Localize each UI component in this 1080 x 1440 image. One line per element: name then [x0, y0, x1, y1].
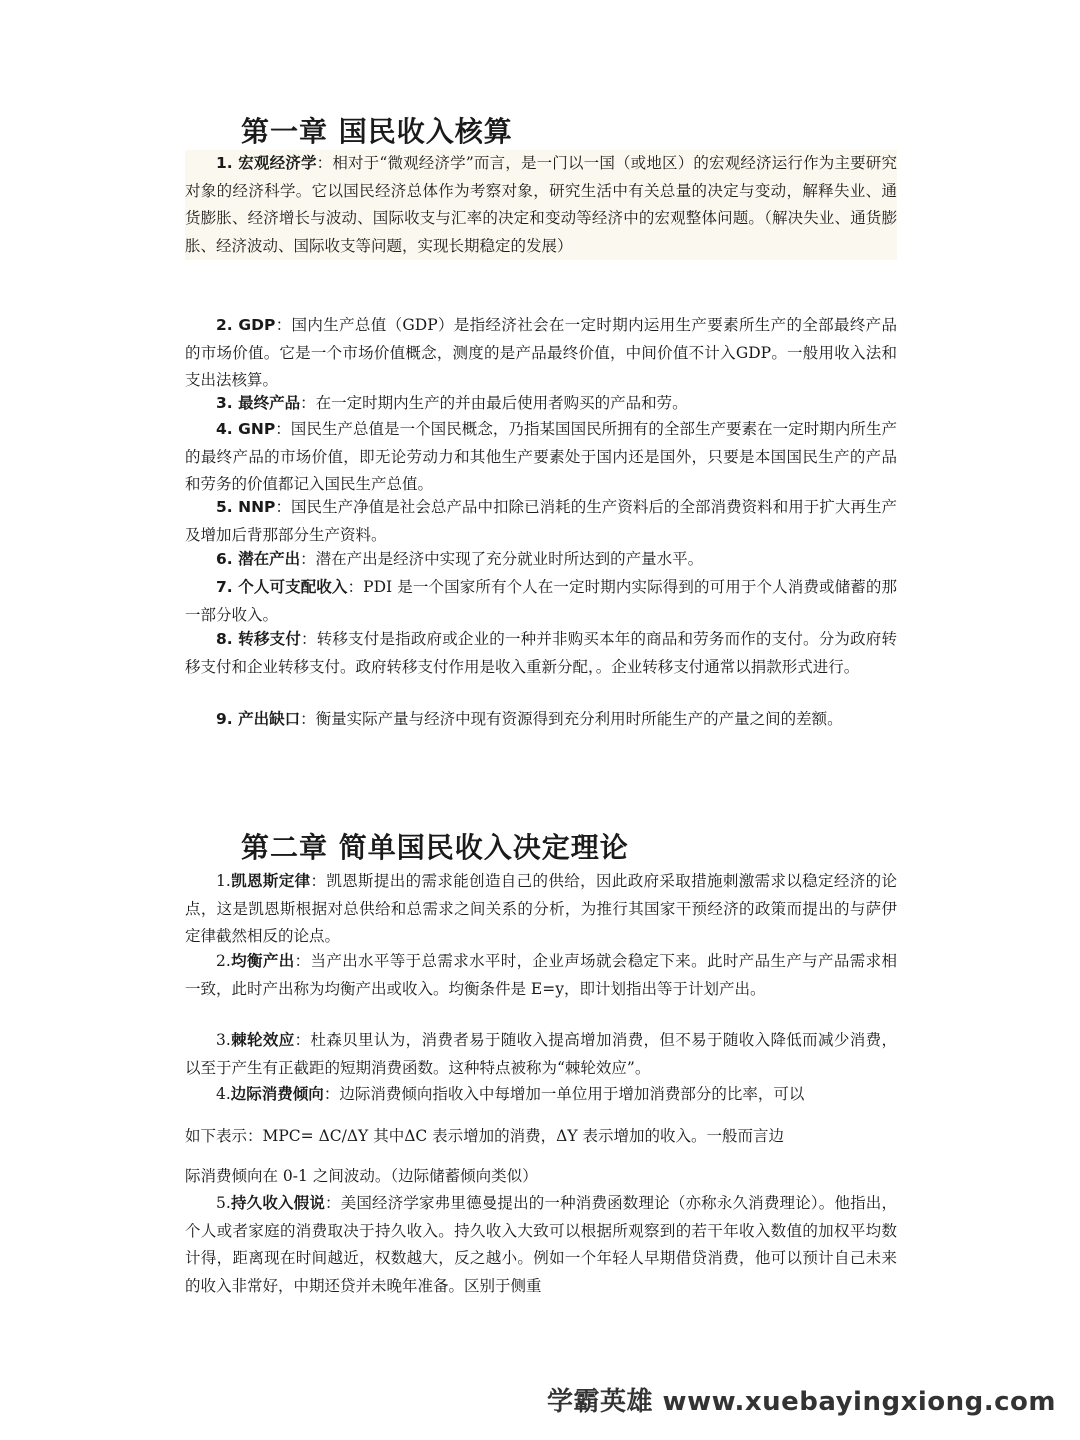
- item-term: 3. 最终产品: [216, 394, 301, 412]
- definition-item: 4.边际消费倾向：边际消费倾向指收入中每增加一单位用于增加消费部分的比率，可以: [216, 1085, 805, 1103]
- definition-item: 2. GDP：国内生产总值（GDP）是指经济社会在一定时期内运用生产要素所生产的全部最终产品的市场价值。它是一个市场价值概念，测度的是产品最终价值，中间价值不计入GDP。一般用收入法和支出法核算。: [185, 316, 897, 389]
- definition-item: 3. 最终产品：在一定时期内生产的并由最后使用者购买的产品和劳。: [216, 394, 688, 412]
- item-term: 8. 转移支付: [216, 630, 302, 648]
- definition-item: 8. 转移支付：转移支付是指政府或企业的一种并非购买本年的商品和劳务而作的支付。分为政府转移支付和企业转移支付。政府转移支付作用是收入重新分配，。企业转移支付通常以捐款形式进行。: [185, 630, 897, 676]
- definition-item: 5. NNP：国民生产净值是社会总产品中扣除已消耗的生产资料后的全部消费资料和用于扩大再生产及增加后背那部分生产资料。: [185, 498, 897, 544]
- item-term: 6. 潜在产出: [216, 550, 301, 568]
- definition-item: 1. 宏观经济学：相对于“微观经济学”而言，是一门以一国（或地区）的宏观经济运行作为主要研究对象的经济科学。它以国民经济总体作为考察对象，研究生活中有关总量的决定与变动，解释失业、通货膨胀、经济增长与波动、国际收支与汇率的决定和变动等经济中的宏观整体问题。（解决失业、通货膨胀、经济波动、国际收支等问题，实现长期稳定的发展）: [185, 150, 897, 260]
- definition-item: 9. 产出缺口：衡量实际产量与经济中现有资源得到充分利用时所能生产的产量之间的差额。: [216, 710, 843, 728]
- item-term: 5. NNP: [216, 498, 276, 516]
- item-term: 均衡产出: [230, 952, 295, 970]
- site-watermark: 学霸英雄 www.xuebayingxiong.com: [547, 1387, 1056, 1417]
- mpc-formula-line: 如下表示：MPC= ΔC/ΔY 其中ΔC 表示增加的消费，ΔY 表示增加的收入。一般而言边: [185, 1127, 785, 1145]
- definition-item: 5.持久收入假说：美国经济学家弗里德曼提出的一种消费函数理论（亦称永久消费理论）。他指出，个人或者家庭的消费取决于持久收入。持久收入大致可以根据所观察到的若干年收入数值的加权平均数计得，距离现在时间越近，权数越大，反之越小。例如一个年轻人早期借贷消费，他可以预计自己未来的收入非常好，中期还贷并未晚年准备。区别于侧重: [185, 1194, 897, 1295]
- item-term: 2. GDP: [216, 316, 276, 334]
- item-term: 9. 产出缺口: [216, 710, 301, 728]
- definition-item: 3.棘轮效应：杜森贝里认为，消费者易于随收入提高增加消费，但不易于随收入降低而减少消费，以至于产生有正截距的短期消费函数。这种特点被称为“棘轮效应”。: [185, 1031, 897, 1077]
- chapter-2-title: 第二章 简单国民收入决定理论: [241, 831, 629, 864]
- item-term: 1. 宏观经济学: [216, 154, 317, 172]
- item-term: 持久收入假说: [230, 1194, 326, 1212]
- definition-item: 6. 潜在产出：潜在产出是经济中实现了充分就业时所达到的产量水平。: [216, 550, 704, 568]
- definition-item: 2.均衡产出：当产出水平等于总需求水平时，企业声场就会稳定下来。此时产品生产与产品需求相一致，此时产出称为均衡产出或收入。均衡条件是 E=y，即计划指出等于计划产出。: [185, 952, 897, 998]
- item-term: 4. GNP: [216, 420, 276, 438]
- definition-item: 4. GNP：国民生产总值是一个国民概念，乃指某国国民所拥有的全部生产要素在一定时期内所生产的最终产品的市场价值，即无论劳动力和其他生产要素处于国内还是国外，只要是本国国民生产的产品和劳务的价值都记入国民生产总值。: [185, 420, 897, 493]
- mpc-note-line: 际消费倾向在 0-1 之间波动。（边际储蓄倾向类似）: [185, 1167, 538, 1185]
- definition-item: 7. 个人可支配收入：PDI 是一个国家所有个人在一定时期内实际得到的可用于个人消费或储蓄的那一部分收入。: [185, 578, 897, 624]
- item-term: 7. 个人可支配收入: [216, 578, 348, 596]
- definition-item: 1.凯恩斯定律：凯恩斯提出的需求能创造自己的供给，因此政府采取措施刺激需求以稳定经济的论点，这是凯恩斯根据对总供给和总需求之间关系的分析，为推行其国家干预经济的政策而提出的与萨伊定律截然相反的论点。: [185, 872, 897, 945]
- item-term: 棘轮效应: [230, 1031, 295, 1049]
- item-term: 凯恩斯定律: [230, 872, 311, 890]
- chapter-1-title: 第一章 国民收入核算: [241, 115, 513, 148]
- item-term: 边际消费倾向: [230, 1085, 324, 1103]
